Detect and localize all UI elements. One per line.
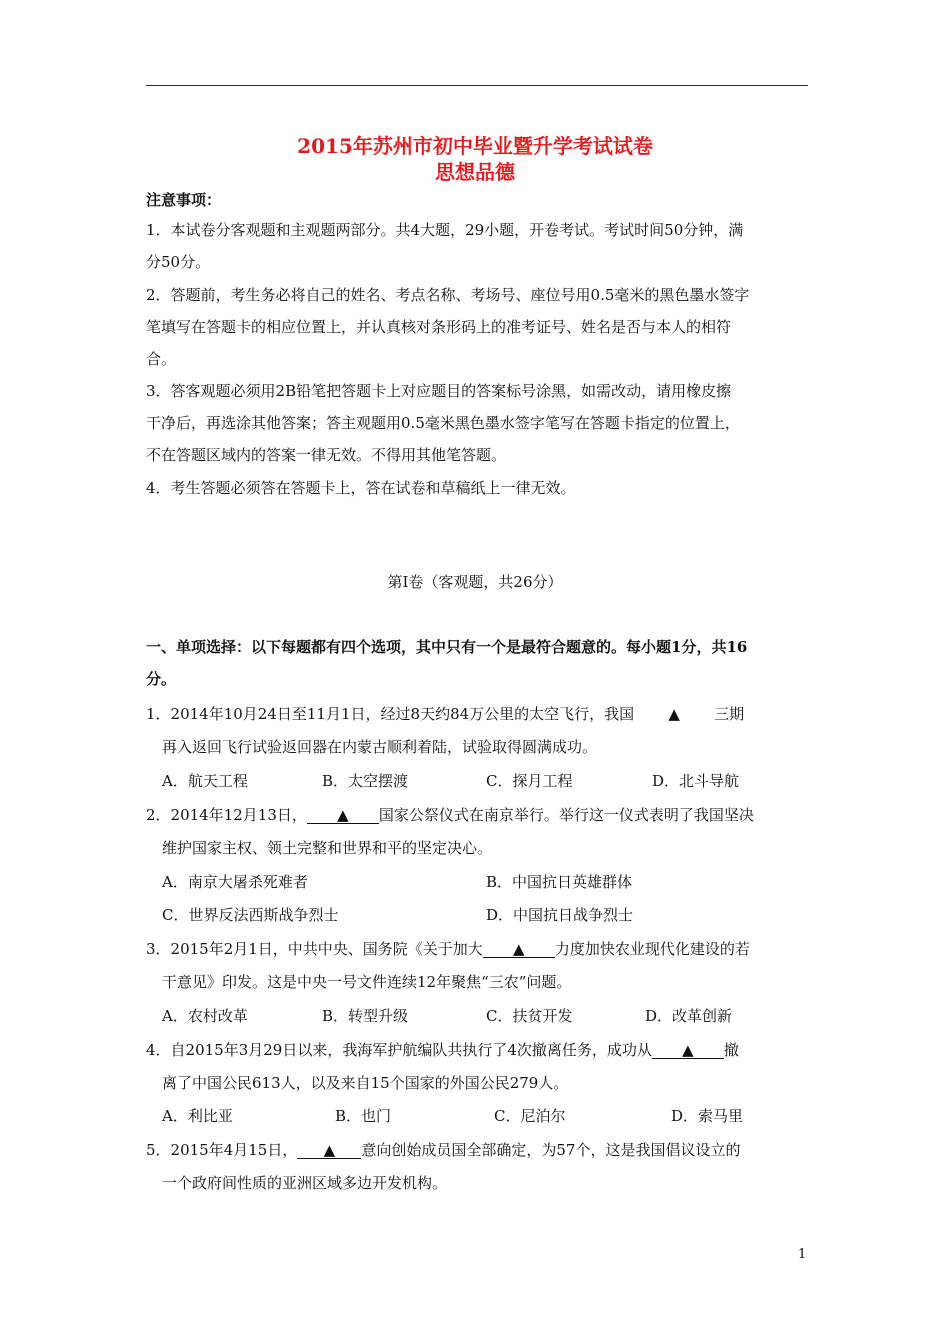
answer-blank: ▲ xyxy=(483,941,555,958)
option-c: C．探月工程 xyxy=(486,772,573,790)
option-d: D．索马里 xyxy=(671,1107,744,1125)
exam-subject: 思想品德 xyxy=(435,160,515,184)
question-3: 3．2015年2月1日，中共中央、国务院《关于加大 ▲ 力度加快农业现代化建设的若 xyxy=(146,940,750,958)
option-a: A．航天工程 xyxy=(162,772,248,790)
notice-heading: 注意事项： xyxy=(146,191,222,209)
page-number: 1 xyxy=(798,1247,807,1262)
option-d: D．中国抗日战争烈士 xyxy=(486,906,634,924)
answer-blank: ▲ xyxy=(307,807,379,824)
option-a: A．南京大屠杀死难者 xyxy=(162,873,308,891)
question-4: 4．自2015年3月29日以来，我海军护航编队共执行了4次撤离任务，成功从 ▲ 撤 xyxy=(146,1041,739,1059)
answer-blank: ▲ xyxy=(297,1142,361,1159)
option-c: C．扶贫开发 xyxy=(486,1007,573,1025)
part-heading: 一、单项选择：以下每题都有四个选项，其中只有一个是最符合题意的。每小题1分，共16 xyxy=(146,638,748,656)
question-2: 2．2014年12月13日， ▲ 国家公祭仪式在南京举行。举行这一仪式表明了我国坚决 xyxy=(146,806,754,824)
question-5-line-2: 一个政府间性质的亚洲区域多边开发机构。 xyxy=(162,1174,448,1192)
question-5: 5．2015年4月15日， ▲ 意向创始成员国全部确定，为57个，这是我国倡议设立的 xyxy=(146,1141,741,1159)
notice-line: 2．答题前，考生务必将自己的姓名、考点名称、考场号、座位号用0.5毫米的黑色墨水签字 xyxy=(146,286,750,304)
part-heading-cont: 分。 xyxy=(146,670,177,688)
notice-line: 干净后，再选涂其他答案；答主观题用0.5毫米黑色墨水签字笔写在答题卡指定的位置上， xyxy=(146,414,740,432)
question-1: 1．2014年10月24日至11月1日，经过8天约84万公里的太空飞行，我国 ▲ 三期 xyxy=(146,705,745,723)
question-1-line-2: 再入返回飞行试验返回器在内蒙古顺利着陆，试验取得圆满成功。 xyxy=(162,738,598,756)
option-a: A．利比亚 xyxy=(162,1107,233,1125)
section-title: 第Ⅰ卷（客观题，共26分） xyxy=(387,573,563,591)
notice-line: 4．考生答题必须答在答题卡上，答在试卷和草稿纸上一律无效。 xyxy=(146,479,576,497)
question-4-line-2: 离了中国公民613人，以及来自15个国家的外国公民279人。 xyxy=(162,1074,569,1092)
option-c: C．世界反法西斯战争烈士 xyxy=(162,906,339,924)
option-d: D．北斗导航 xyxy=(652,772,740,790)
option-b: B．中国抗日英雄群体 xyxy=(486,873,633,891)
option-b: B．转型升级 xyxy=(322,1007,409,1025)
answer-blank-marker: ▲ xyxy=(668,705,680,723)
notice-line: 合。 xyxy=(146,350,177,368)
notice-line: 3．答客观题必须用2B铅笔把答题卡上对应题目的答案标号涂黑，如需改动，请用橡皮擦 xyxy=(146,382,732,400)
option-c: C．尼泊尔 xyxy=(494,1107,566,1125)
notice-line: 不在答题区域内的答案一律无效。不得用其他笔答题。 xyxy=(146,446,507,464)
exam-title: 2015年苏州市初中毕业暨升学考试试卷 xyxy=(297,134,653,158)
option-d: D．改革创新 xyxy=(645,1007,733,1025)
question-3-line-2: 干意见》印发。这是中央一号文件连续12年聚焦“三农”问题。 xyxy=(162,973,572,991)
option-b: B．太空摆渡 xyxy=(322,772,409,790)
notice-line: 分50分。 xyxy=(146,253,211,271)
answer-blank: ▲ xyxy=(652,1042,724,1059)
option-b: B．也门 xyxy=(335,1107,392,1125)
notice-line: 1．本试卷分客观题和主观题两部分。共4大题，29小题，开卷考试。考试时间50分钟，满 xyxy=(146,221,744,239)
option-a: A．农村改革 xyxy=(162,1007,248,1025)
header-rule xyxy=(146,85,808,86)
notice-line: 笔填写在答题卡的相应位置上，并认真核对条形码上的准考证号、姓名是否与本人的相符 xyxy=(146,318,732,336)
question-2-line-2: 维护国家主权、领土完整和世界和平的坚定决心。 xyxy=(162,839,493,857)
